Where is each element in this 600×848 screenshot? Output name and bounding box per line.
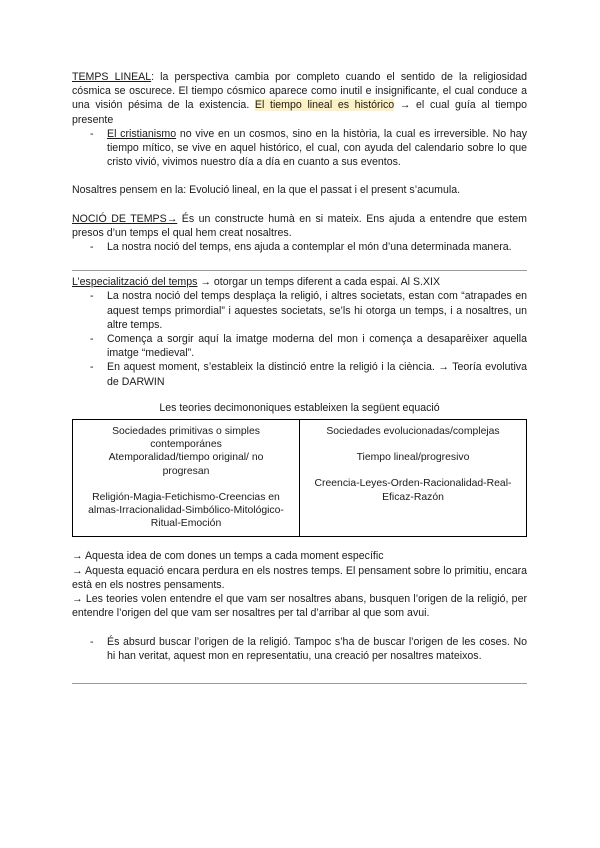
bullet-lead: El cristianismo [107, 127, 177, 140]
cell-subtitle: Tiempo lineal/progresivo [356, 452, 470, 464]
horizontal-rule [72, 683, 527, 684]
table-cell-right [300, 420, 527, 537]
arrow-line: → Aquesta idea de com dones un temps a cada moment específic [72, 550, 384, 563]
cell-items: Creencia-Leyes-Orden-Racionalidad-Real-Eficaz-Razón [314, 478, 512, 503]
cell-items: Religión-Magia-Fetichismo-Creencias en almas-Irracionalidad-Simbólico-Mitológico-Ritual-Emoción [88, 491, 284, 530]
document-page [72, 70, 527, 684]
arrow-line: → Les teories volen entendre el que vam ser nosaltres abans, busquen l’origen de la religió, per entendre l’origen del que vam ser nosaltres per tal d’arribar al que som avui. [72, 593, 527, 620]
bullet-item: - La nostra noció del temps, ens ajuda a contemplar el món d’una determinada manera. [90, 241, 512, 254]
paragraph-nocio-temps: NOCIÓ DE TEMPS→ És un constructe humà en si mateix. Ens ajuda a entendre que estem presos d’un temps el qual hem creat nosaltres. [72, 212, 527, 239]
highlighted-text: El tiempo lineal es histórico [254, 99, 395, 112]
cell-subtitle: Atemporalidad/tiempo original/ no progresan [108, 452, 264, 477]
heading-especialitzacio: L’especialització del temps [72, 276, 198, 289]
bullet-item: - El cristianismo no vive en un cosmos, sino en la història, la cual es irreversible. No hay tiempo mítico, se vive en aquel histórico, el cual, con ayuda del calendario sobre lo que cristo vivió, vivimos nuestro día a día en cuanto a sus eventos. [90, 127, 527, 169]
bullet-item: - En aquest moment, s’estableix la distinció entre la religió i la ciència. → Teoría evolutiva de DARWIN [90, 361, 527, 388]
paragraph-temps-lineal: TEMPS LINEAL: la perspectiva cambia por completo cuando el sentido de la religiosidad cósmica se oscurece. El tiempo cósmico aparece como inutil e insignificante, el cual conduce a una visión pésima de la existencia. El tiempo lineal es histórico → el cual guía al tiempo presente [72, 71, 527, 126]
heading-nocio-temps: NOCIÓ DE TEMPS→ [72, 212, 178, 225]
cell-title: Sociedades evolucionadas/complejas [326, 426, 500, 438]
bullet-item: - La nostra noció del temps desplaça la religió, i altres societats, estan com “atrapades en aquest temps primordial” i aquestes societats, se’ls hi otorga un temps, i a nosaltres, un altre temps. [90, 290, 527, 331]
table-cell-left [73, 420, 300, 537]
bullet-item: - És absurd buscar l’origen de la religió. Tampoc s’ha de buscar l’origen de les coses. No hi han veritat, aquest mon en representatiu, una creació per nosaltres mateixos. [90, 635, 527, 662]
comparison-table [72, 419, 527, 537]
paragraph-especialitzacio: L’especialització del temps → otorgar un temps diferent a cada espai. Al S.XIX [72, 276, 441, 289]
bullet-item: - Comença a sorgir aquí la imatge moderna del mon i comença a desaparèixer aquella imatge “medieval”. [90, 333, 527, 360]
table-caption: Les teories decimononiques estableixen la següent equació [159, 401, 440, 414]
paragraph-evolucio: Nosaltres pensem en la: Evolució lineal, en la que el passat i el present s’acumula. [72, 184, 461, 197]
heading-temps-lineal: TEMPS LINEAL [72, 71, 152, 83]
cell-title: Sociedades primitivas o simples contemporánes [112, 426, 260, 451]
arrow-line: → Aquesta equació encara perdura en els nostres temps. El pensament sobre lo primitiu, encara està en els nostres pensaments. [72, 564, 527, 591]
